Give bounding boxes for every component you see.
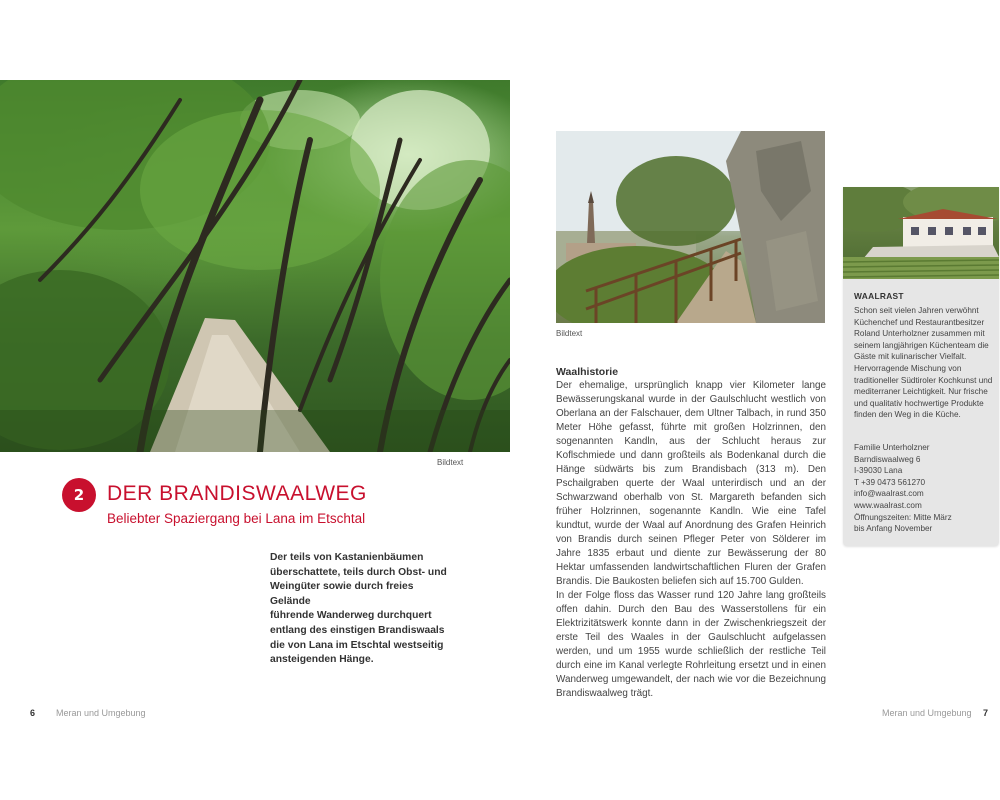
intro-line: Weingüter sowie durch freies Gelände xyxy=(270,581,414,607)
card-description: Schon seit vielen Jahren verwöhnt Küchenchef und Restaurantbesitzer Roland Unterholzner zusammen mit seinem langjährigen Küchenteam die Gäste mit kulinarischer Vielfalt. Hervorragende Mischung von traditioneller Südtiroler Kochkunst und mediterraner Leichtigkeit. Nur frische und qualitativ hochwertige Produkte finden den Weg in die Küche. xyxy=(854,306,993,420)
contact-city: I-39030 Lana xyxy=(854,466,903,476)
intro-line: führende Wanderweg durchquert xyxy=(270,610,432,622)
opening-hours: Öffnungszeiten: Mitte März xyxy=(854,512,952,522)
intro-line: entlang des einstigen Brandiswaals xyxy=(270,624,445,636)
chapter-number-badge: 2 xyxy=(62,478,96,512)
chapter-subtitle: Beliebter Spaziergang bei Lana im Etschtal xyxy=(107,511,366,526)
intro-line: überschattete, teils durch Obst- und xyxy=(270,566,447,578)
intro-text xyxy=(270,551,455,668)
intro-line: ansteigenden Hänge. xyxy=(270,654,374,666)
card-contact-block xyxy=(854,442,994,535)
opening-hours-end: bis Anfang November xyxy=(854,524,933,534)
right-footer-section: Meran und Umgebung xyxy=(882,708,972,718)
history-body-text xyxy=(556,379,826,701)
contact-name: Familie Unterholzner xyxy=(854,443,930,452)
intro-line: Der teils von Kastanienbäumen xyxy=(270,552,424,563)
right-page-number: 7 xyxy=(983,708,989,718)
railing-trail-photo xyxy=(556,131,825,323)
left-photo-caption: Bildtext xyxy=(437,458,464,467)
contact-street: Barndiswaalweg 6 xyxy=(854,454,921,464)
contact-phone: T +39 0473 561270 xyxy=(854,477,926,487)
history-paragraph: In der Folge floss das Wasser rund 120 Jahre lang großteils offen dahin. Durch den Bau des Wasserstollens für ein Elektrizitätswerk konnte dann in der Zwischenkriegszeit der erste Teil des Waales in der Gaulschlucht aufgelassen werden, und um 1955 wurde schließlich der restliche Teil durch eine im Kanal verlegte Rohrleitung ersetzt und in einen Wanderweg umgewandelt, der nach wie vor die Bezeichnung Brandiswaalweg trägt. xyxy=(556,590,826,699)
left-footer-section: Meran und Umgebung xyxy=(56,708,146,718)
section-heading: Waalhistorie xyxy=(556,366,619,378)
intro-line: die von Lana im Etschtal westseitig xyxy=(270,639,444,651)
right-photo-caption: Bildtext xyxy=(556,329,583,338)
contact-website: www.waalrast.com xyxy=(854,500,922,510)
chapter-title: DER BRANDISWAALWEG xyxy=(107,482,367,505)
forest-path-photo xyxy=(0,80,510,452)
waalrast-restaurant-photo xyxy=(843,187,999,279)
contact-email: info@waalrast.com xyxy=(854,489,924,499)
history-paragraph: Der ehemalige, ursprünglich knapp vier Kilometer lange Bewässerungskanal wurde in der Gaulschlucht westlich von Oberlana an der Falschauer, dem Ultner Talbach, in rund 350 Meter Höhe gefasst, führte mit großen Holzrinnen, den sogenannten Kandln, aus der Schlucht heraus zur Koflschmiede und dann großteils als Bodenkanal durch die Hänge südwärts bis zum Brandisbach (313 m). Den Pschailgraben querte der Waal unterirdisch und an der Schwarzwand oberhalb von St. Margareth befanden sich früher Holzrinnen, sogenannte Kandln. Wie eine Tafel kundtut, wurde der Waal auf Anordnung des Grafen Heinrich von Brandis durch seinen Pfleger Peter von Sölderer im Jahre 1835 erbaut und diente zur Bewässerung der 80 Hektar umfassenden landwirtschaftlichen Fluren der Grafen Brandis. Die Baukosten beliefen sich auf 15.700 Gulden. xyxy=(556,380,826,587)
card-title: WAALRAST xyxy=(854,291,904,301)
left-page-number: 6 xyxy=(30,708,36,718)
